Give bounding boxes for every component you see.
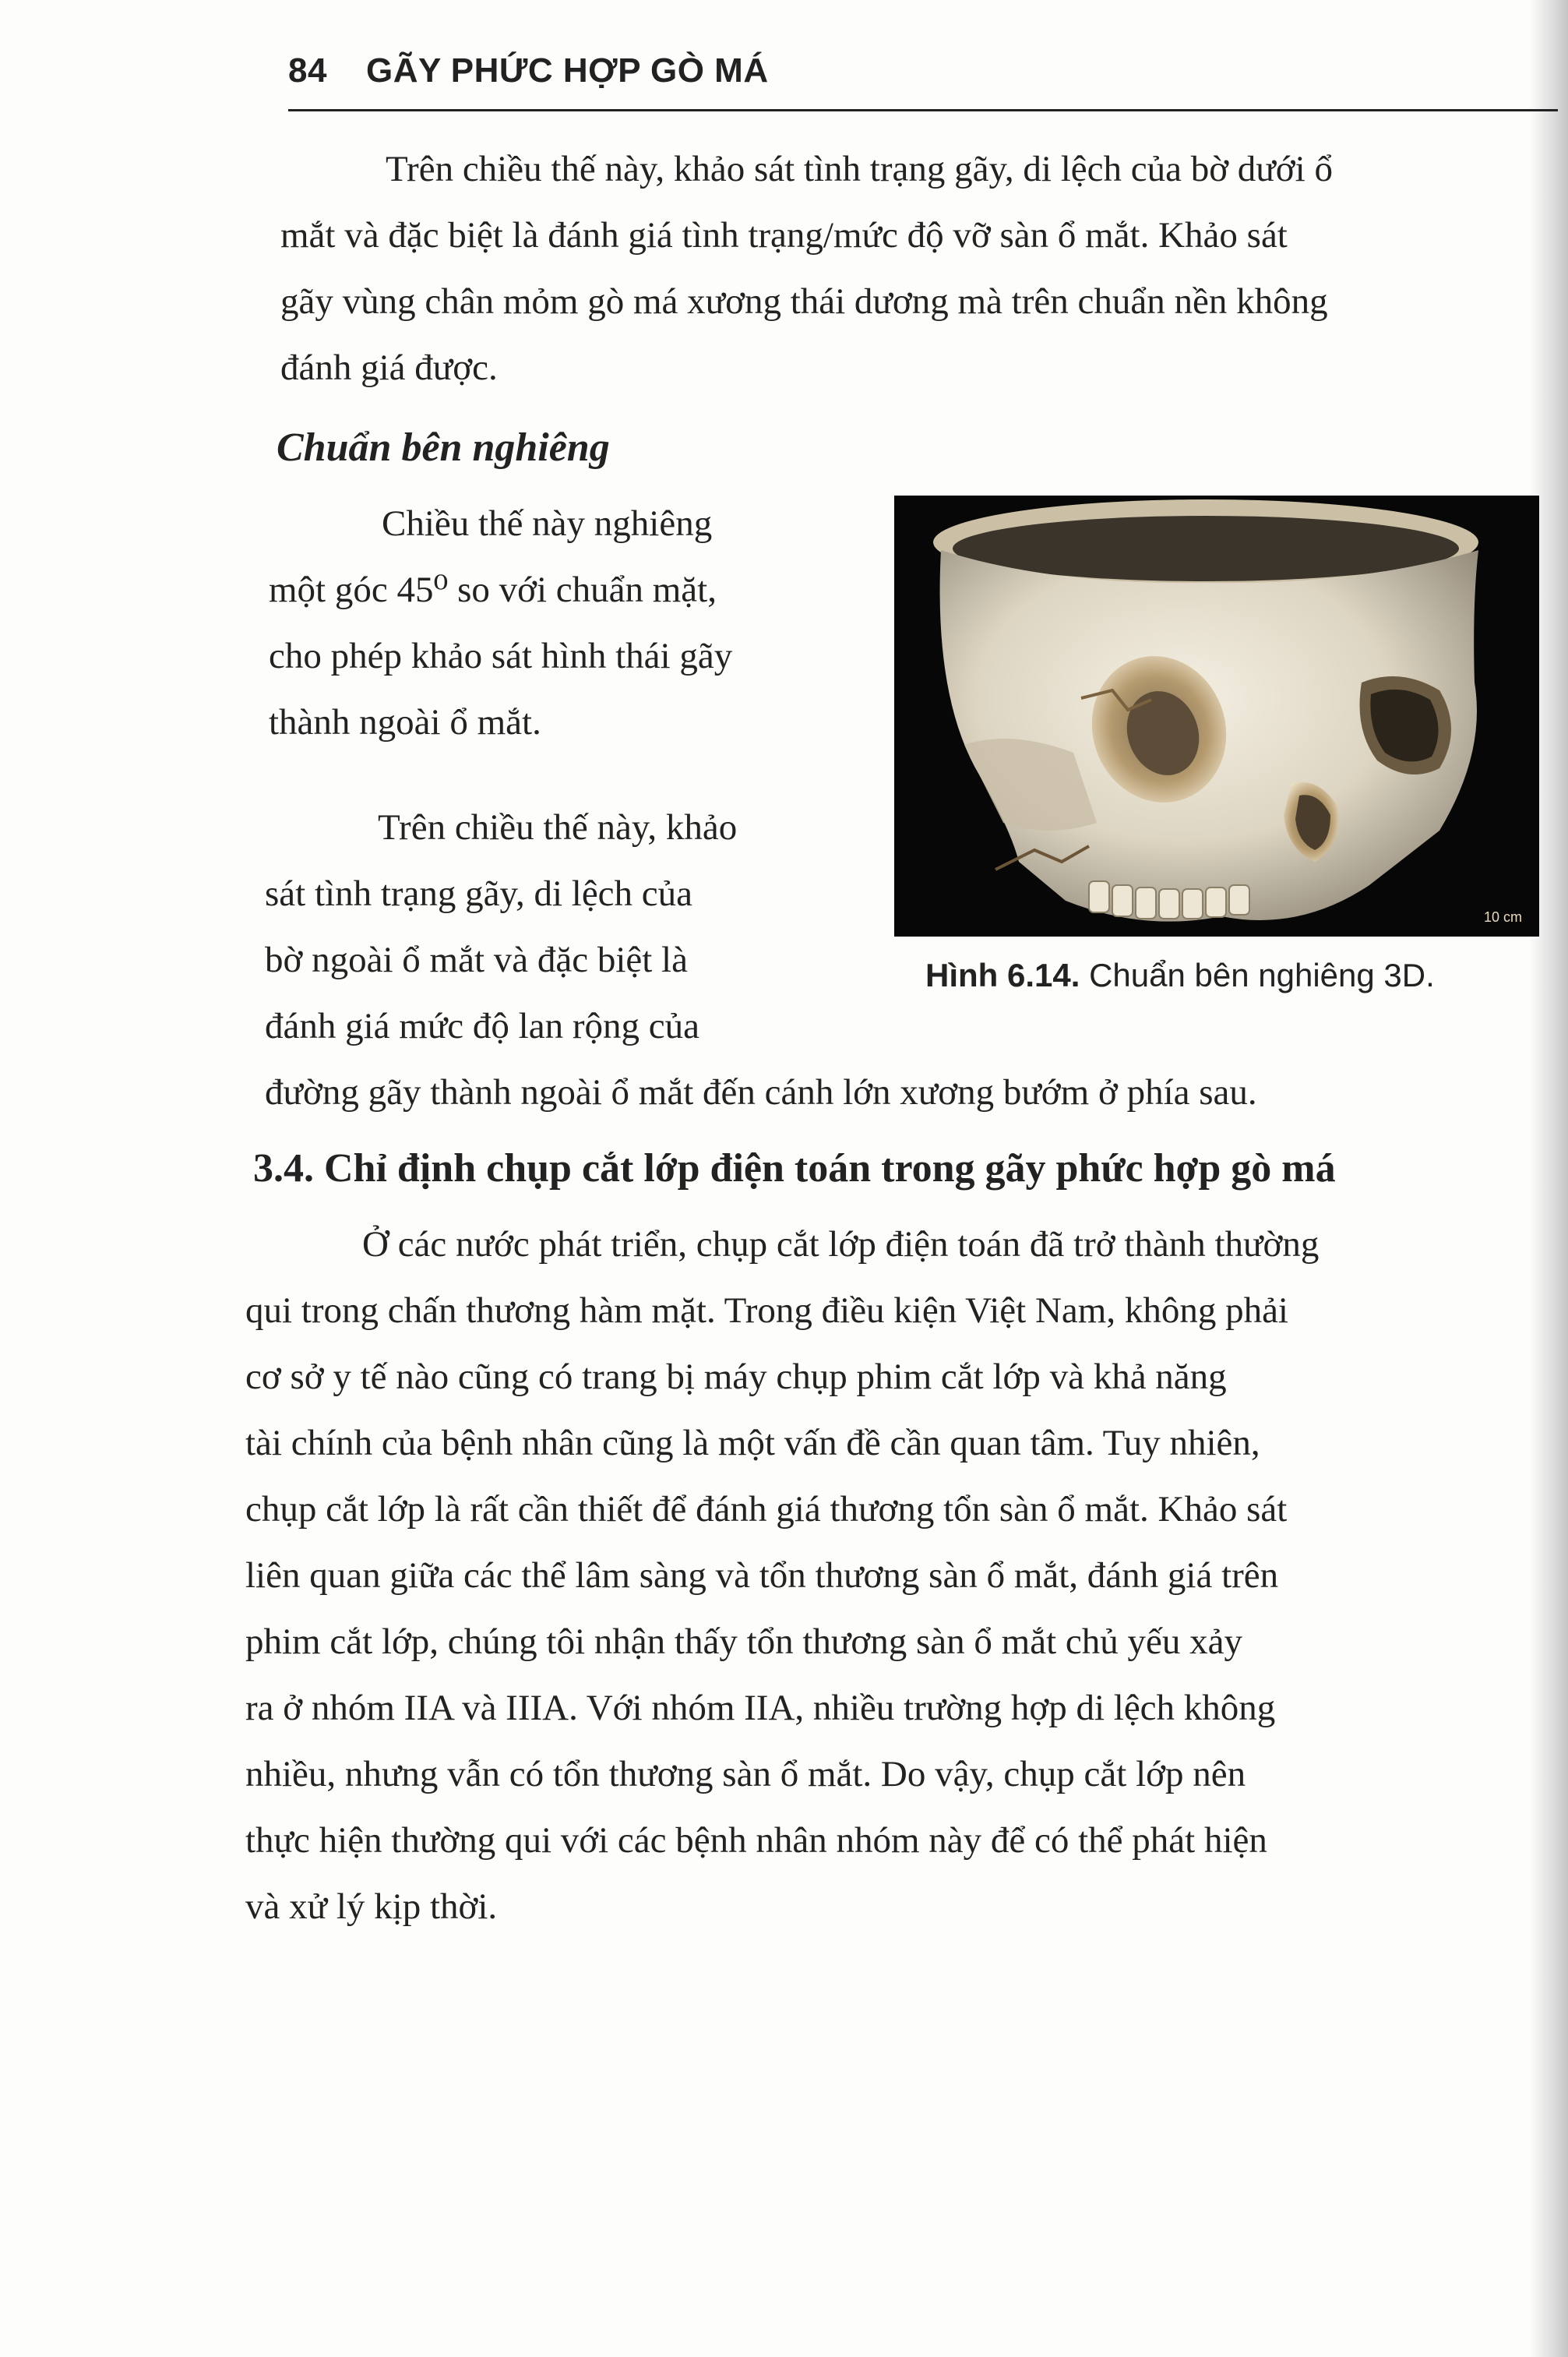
section-paragraph <box>245 1212 1535 1940</box>
text-line: đường gãy thành ngoài ổ mắt đến cánh lớn xương bướm ở phía sau. <box>265 1072 1257 1113</box>
running-title: GÃY PHỨC HỢP GÒ MÁ <box>366 51 769 90</box>
section-title: 3.4. Chỉ định chụp cắt lớp điện toán trong gãy phức hợp gò má <box>253 1146 1336 1191</box>
page-number: 84 <box>288 51 327 90</box>
text-line: nhiều, nhưng vẫn có tổn thương sàn ổ mắt. Do vậy, chụp cắt lớp nên <box>245 1754 1246 1794</box>
text-line: Trên chiều thế này, khảo <box>378 807 738 848</box>
text-line: thực hiện thường qui với các bệnh nhân nhóm này để có thể phát hiện <box>245 1820 1267 1861</box>
text-line: đánh giá được. <box>280 348 498 388</box>
skull-icon <box>894 496 1539 937</box>
figure-caption-text: Chuẩn bên nghiêng 3D. <box>1089 957 1435 993</box>
subsection-paragraph-1 <box>269 491 845 756</box>
text-line: chụp cắt lớp là rất cần thiết để đánh giá thương tổn sàn ổ mắt. Khảo sát <box>245 1489 1288 1530</box>
intro-paragraph <box>280 136 1546 401</box>
text-line: bờ ngoài ổ mắt và đặc biệt là <box>265 940 688 980</box>
skull-3d-ct-image <box>894 496 1539 937</box>
text-line: cơ sở y tế nào cũng có trang bị máy chụp phim cắt lớp và khả năng <box>245 1357 1227 1397</box>
text-line: gãy vùng chân mỏm gò má xương thái dương mà trên chuẩn nền không <box>280 281 1328 322</box>
text-line: mắt và đặc biệt là đánh giá tình trạng/mức độ vỡ sàn ổ mắt. Khảo sát <box>280 215 1288 256</box>
subsection-title: Chuẩn bên nghiêng <box>277 425 610 470</box>
running-header <box>288 47 1558 111</box>
text-line: cho phép khảo sát hình thái gãy <box>269 636 733 676</box>
text-line: thành ngoài ổ mắt. <box>269 702 541 743</box>
text-line: tài chính của bệnh nhân cũng là một vấn đề cần quan tâm. Tuy nhiên, <box>245 1423 1260 1463</box>
text-line: liên quan giữa các thể lâm sàng và tổn thương sàn ổ mắt, đánh giá trên <box>245 1555 1279 1596</box>
text-line: Chiều thế này nghiêng <box>382 503 713 544</box>
text-line: sát tình trạng gãy, di lệch của <box>265 873 693 914</box>
text-line: đánh giá mức độ lan rộng của <box>265 1006 699 1046</box>
scale-label: 10 cm <box>1483 909 1522 925</box>
text-line: Ở các nước phát triển, chụp cắt lớp điện toán đã trở thành thường <box>362 1224 1320 1265</box>
text-line: qui trong chấn thương hàm mặt. Trong điều kiện Việt Nam, không phải <box>245 1290 1288 1331</box>
text-line: ra ở nhóm IIA và IIIA. Với nhóm IIA, nhiều trường hợp di lệch không <box>245 1688 1276 1728</box>
text-line: phim cắt lớp, chúng tôi nhận thấy tổn thương sàn ổ mắt chủ yếu xảy <box>245 1621 1242 1662</box>
figure-caption <box>925 957 1435 994</box>
text-line: và xử lý kịp thời. <box>245 1886 498 1927</box>
text-line: một góc 45⁰ so với chuẩn mặt, <box>269 570 717 610</box>
text-line: Trên chiều thế này, khảo sát tình trạng gãy, di lệch của bờ dưới ổ <box>386 149 1333 189</box>
figure-label: Hình 6.14. <box>925 957 1080 993</box>
